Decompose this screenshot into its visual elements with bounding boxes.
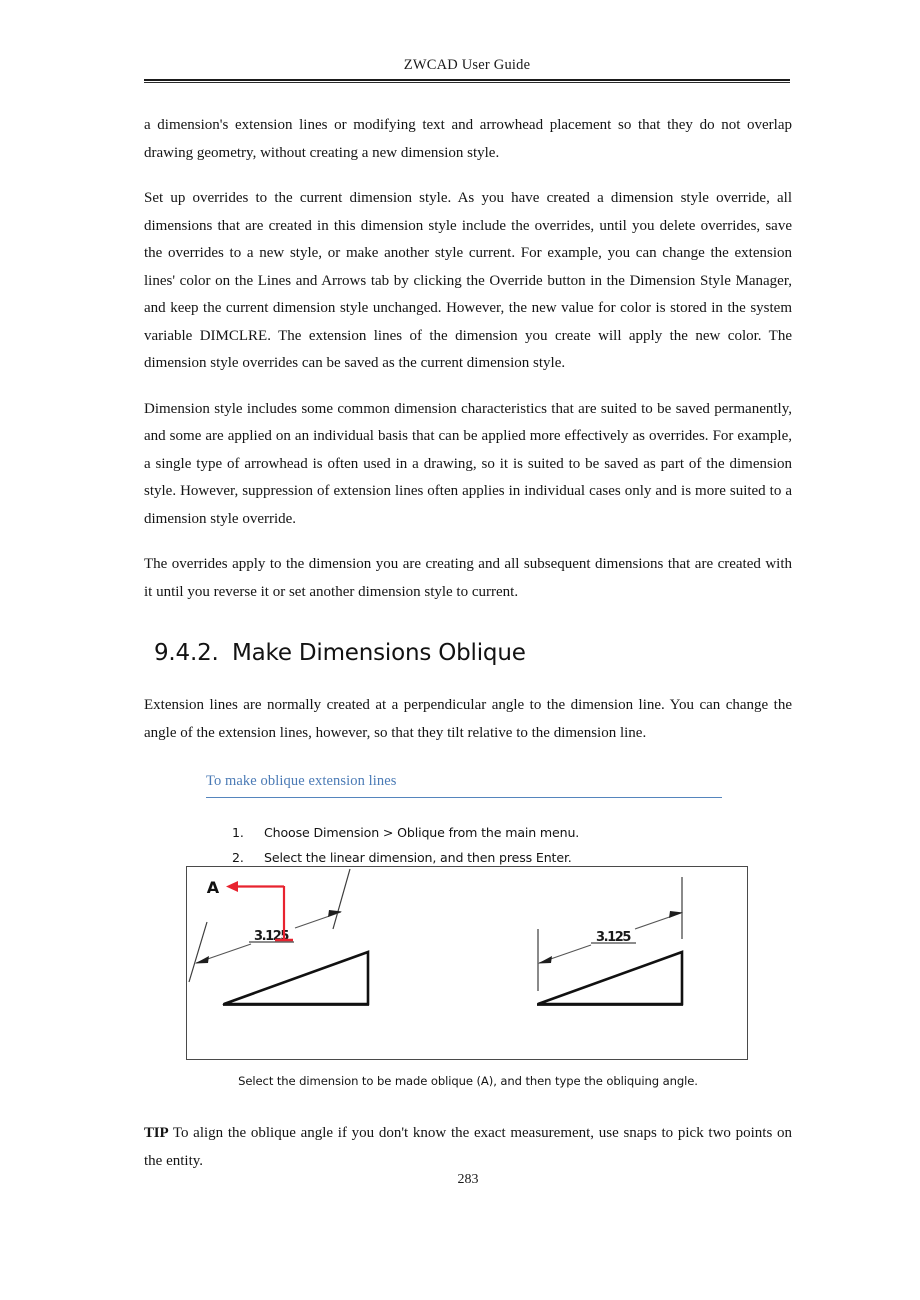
page-header xyxy=(144,56,790,83)
tip-block xyxy=(144,1120,792,1175)
right-shape-outline xyxy=(538,952,682,1004)
left-extension-line-start xyxy=(189,922,207,982)
header-title: ZWCAD User Guide xyxy=(403,57,531,73)
figure-caption: Select the dimension to be made oblique (A), and then type the obliquing angle. xyxy=(238,1074,698,1088)
procedure-block xyxy=(206,773,722,798)
step-marker: 2. xyxy=(232,850,244,865)
page-content xyxy=(144,112,792,895)
paragraph-dimension-style: Dimension style includes some common dimension characteristics that are suited to be saved permanently, and some are applied on an individual basis that can be applied more effectively as overrides. For example, a single type of arrowhead is often used in a drawing, so it is suited to be saved as part of the dimension style. However, suppression of extension lines often applies in individual cases only and is more suited to a dimension style override. xyxy=(144,400,792,527)
figure-oblique-dimensions xyxy=(186,866,748,1060)
procedure-heading: To make oblique extension lines xyxy=(206,773,397,789)
left-diagram xyxy=(189,869,369,1005)
right-diagram xyxy=(537,877,683,1005)
tip-text: To align the oblique angle if you don't know the exact measurement, use snaps to pick two points on the entity. xyxy=(144,1125,792,1169)
right-arrowhead-end xyxy=(669,911,683,918)
left-extension-line-end xyxy=(333,869,350,929)
section-title: Make Dimensions Oblique xyxy=(232,640,526,666)
procedure-rule xyxy=(206,797,722,798)
tip-label: TIP xyxy=(144,1125,169,1141)
section-number: 9.4.2. xyxy=(154,640,219,666)
left-callout-label-a: A xyxy=(206,878,220,897)
right-dimension-text: 3.125 xyxy=(595,930,631,945)
paragraph-style-overrides: Set up overrides to the current dimension style. As you have created a dimension style override, all dimensions that are created in this dimension style include the overrides, until you delete overrides, save the overrides to a new style, or make another style current. For example, you can change the extension lines' color on the Lines and Arrows tab by clicking the Override button in the Dimension Style Manager, and keep the current dimension style unchanged. However, the new value for color is stored in the system variable DIMCLRE. The extension lines of the dimension you create will apply the new color. The dimension style overrides can be saved as the current dimension style. xyxy=(144,190,792,371)
step-text: Select the linear dimension, and then press Enter. xyxy=(264,850,572,865)
paragraph-overrides-apply: The overrides apply to the dimension you are creating and all subsequent dimensions that are created with it until you reverse it or set another dimension style to current. xyxy=(144,556,792,600)
paragraph-continuation: a dimension's extension lines or modifying text and arrowhead placement so that they do not overlap drawing geometry, without creating a new dimension style. xyxy=(144,117,792,161)
paragraph-extension-lines: Extension lines are normally created at a perpendicular angle to the dimension line. You can change the angle of the extension lines, however, so that they tilt relative to the dimension line. xyxy=(144,697,792,741)
leader-arrowhead-red xyxy=(226,881,238,892)
step-marker: 1. xyxy=(232,825,244,840)
left-arrowhead-start xyxy=(195,956,209,964)
page-number: 283 xyxy=(457,1172,479,1187)
section-heading xyxy=(144,640,792,666)
step-text: Choose Dimension > Oblique from the main menu. xyxy=(264,825,580,840)
left-dimension-text: 3.125 xyxy=(253,929,289,944)
header-rule xyxy=(144,79,790,83)
left-shape-outline xyxy=(224,952,368,1004)
figure-svg xyxy=(187,867,747,1059)
left-arrowhead-end xyxy=(328,910,342,917)
list-item xyxy=(232,820,792,845)
